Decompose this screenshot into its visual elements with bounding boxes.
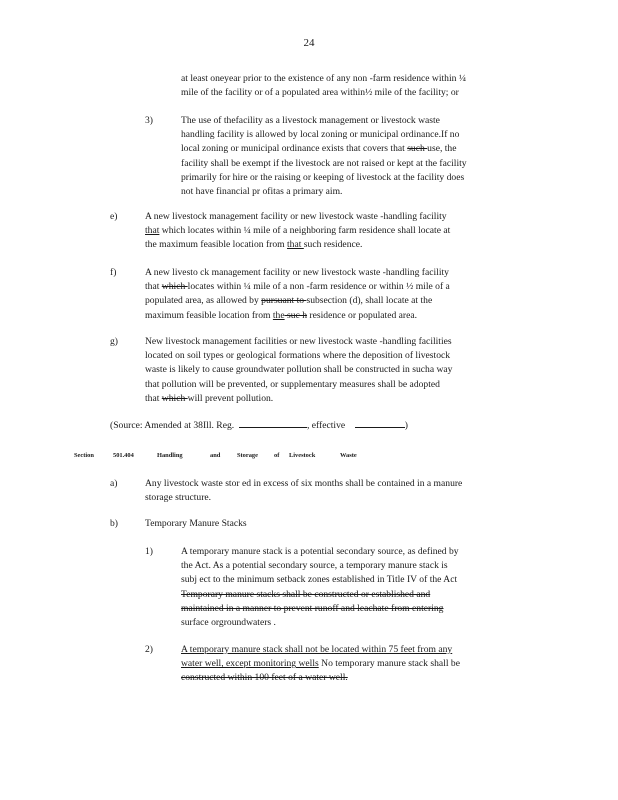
- item-f-marker: f): [110, 267, 117, 278]
- item-3-marker: 3): [145, 115, 153, 126]
- section-title-word: and: [210, 452, 221, 459]
- section-title-word: Storage: [237, 452, 258, 459]
- text-run: local zoning or municipal ordinance exists that covers that: [181, 143, 408, 155]
- struck-text: pursuant to: [261, 295, 307, 307]
- struck-text: which: [161, 392, 188, 404]
- text-line: [110, 418, 408, 432]
- inserted-text: water well, except monitoring wells: [181, 658, 319, 670]
- item-b1-marker: 1): [145, 546, 153, 557]
- struck-text: constructed within 100 feet of a water well.: [181, 672, 348, 684]
- section-title-word: Livestock: [289, 452, 316, 459]
- text-run: No temporary manure stack shall be: [321, 658, 460, 670]
- text-line: [181, 643, 460, 657]
- struck-text: Temporary manure stacks shall be constructed or established and: [181, 588, 431, 600]
- text-line: [145, 280, 450, 294]
- item-b-marker: b): [110, 518, 118, 529]
- inserted-text: that: [287, 239, 304, 251]
- text-run: the maximum feasible location from: [145, 239, 287, 251]
- text-line: primarily for hire or the raising or keeping of livestock at the facility does: [181, 171, 465, 183]
- effective-date-blank: [355, 418, 405, 428]
- text-line: A new livesto ck management facility or new livestock waste -handling facility: [145, 267, 449, 278]
- item-a-marker: a): [110, 478, 118, 489]
- text-run: populated area, as allowed by: [145, 295, 262, 307]
- item-f-text: [145, 266, 450, 323]
- text-run: residence or populated area.: [307, 309, 418, 321]
- item-g-marker: g): [110, 336, 118, 347]
- item-b2-text: [181, 643, 460, 686]
- section-label: Section: [74, 452, 94, 459]
- item-b1-text: [181, 545, 459, 630]
- item-3-text: [181, 114, 467, 199]
- section-title-word: Handling: [157, 452, 183, 459]
- text-line: [145, 294, 450, 308]
- text-line: handling facility is allowed by local zoning or municipal ordinance.If no: [181, 129, 460, 141]
- item-g-text: [145, 335, 452, 406]
- text-line: Any livestock waste stor ed in excess of six months shall be contained in a manure: [145, 478, 463, 489]
- source-mid: , effective: [306, 420, 346, 431]
- text-line: [181, 588, 459, 602]
- text-line: [145, 238, 450, 252]
- struck-text: which: [161, 281, 188, 293]
- source-prefix: (Source: Amended at 38Ill. Reg.: [110, 420, 235, 431]
- text-line: A temporary manure stack is a potential secondary source, as defined by: [181, 546, 459, 557]
- text-line: [145, 392, 452, 406]
- text-run: that: [145, 392, 162, 404]
- source-suffix: ): [404, 420, 408, 431]
- section-title-word: Waste: [340, 452, 357, 459]
- text-line: located on soil types or geological formations where the deposition of livestock: [145, 350, 451, 362]
- text-line: [181, 142, 467, 156]
- text-run: that: [145, 281, 162, 293]
- text-line: facility shall be exempt if the livestock are not raised or kept at the facility: [181, 157, 467, 169]
- text-run: subsection (d), shall locate at the: [306, 295, 433, 307]
- text-line: [181, 671, 460, 685]
- text-run: locates within ¼ mile of a non -farm residence or within ½ mile of a: [187, 281, 450, 293]
- text-line: at least oneyear prior to the existence of any non -farm residence within ¼: [181, 73, 467, 84]
- inserted-text: the: [272, 309, 285, 321]
- text-run: will prevent pollution.: [187, 392, 274, 404]
- section-title-word: of: [274, 452, 280, 459]
- source-note: [110, 418, 408, 432]
- struck-text: such: [407, 143, 428, 155]
- text-line: A new livestock management facility or new livestock waste -handling facility: [145, 211, 447, 222]
- text-line: waste is likely to cause groundwater pollution shall be constructed in sucha way: [145, 364, 453, 376]
- text-line: surface orgroundwaters .: [181, 616, 276, 628]
- page-number: 24: [303, 37, 315, 49]
- text-line: [181, 602, 459, 616]
- text-run: which locates within ¼ mile of a neighboring farm residence shall locate at: [159, 225, 451, 237]
- text-run: use, the: [427, 143, 457, 155]
- text-line: The use of thefacility as a livestock management or livestock waste: [181, 115, 440, 126]
- paragraph-continuation: [181, 72, 466, 100]
- text-line: [181, 657, 460, 671]
- text-run: maximum feasible location from: [145, 309, 273, 321]
- item-b-text: [145, 517, 247, 531]
- struck-text: suc h: [284, 309, 308, 321]
- section-number: 501.404: [113, 452, 134, 459]
- text-line: New livestock management facilities or new livestock waste -handling facilities: [145, 336, 452, 347]
- text-line: mile of the facility or of a populated area within½ mile of the facility; or: [181, 87, 459, 99]
- text-line: not have financial pr ofitas a primary aim.: [181, 185, 343, 197]
- text-line: that pollution will be prevented, or supplementary measures shall be adopted: [145, 378, 440, 390]
- item-b2-marker: 2): [145, 644, 153, 655]
- text-line: Temporary Manure Stacks: [145, 518, 247, 529]
- text-line: [145, 224, 450, 238]
- text-run: such residence.: [303, 239, 363, 251]
- text-line: [145, 309, 450, 323]
- struck-text: maintained in a manner to prevent runoff and leachate from entering: [181, 602, 444, 614]
- item-e-marker: e): [110, 211, 118, 222]
- item-a-text: [145, 477, 462, 505]
- register-blank: [239, 418, 307, 428]
- text-line: storage structure.: [145, 492, 212, 504]
- text-line: subj ect to the minimum setback zones established in Title IV of the Act: [181, 574, 458, 586]
- item-e-text: [145, 210, 450, 253]
- inserted-text: A temporary manure stack shall not be located within 75 feet from any: [181, 644, 453, 655]
- inserted-text: that: [145, 225, 160, 237]
- text-line: the Act. As a potential secondary source, a temporary manure stack is: [181, 560, 448, 572]
